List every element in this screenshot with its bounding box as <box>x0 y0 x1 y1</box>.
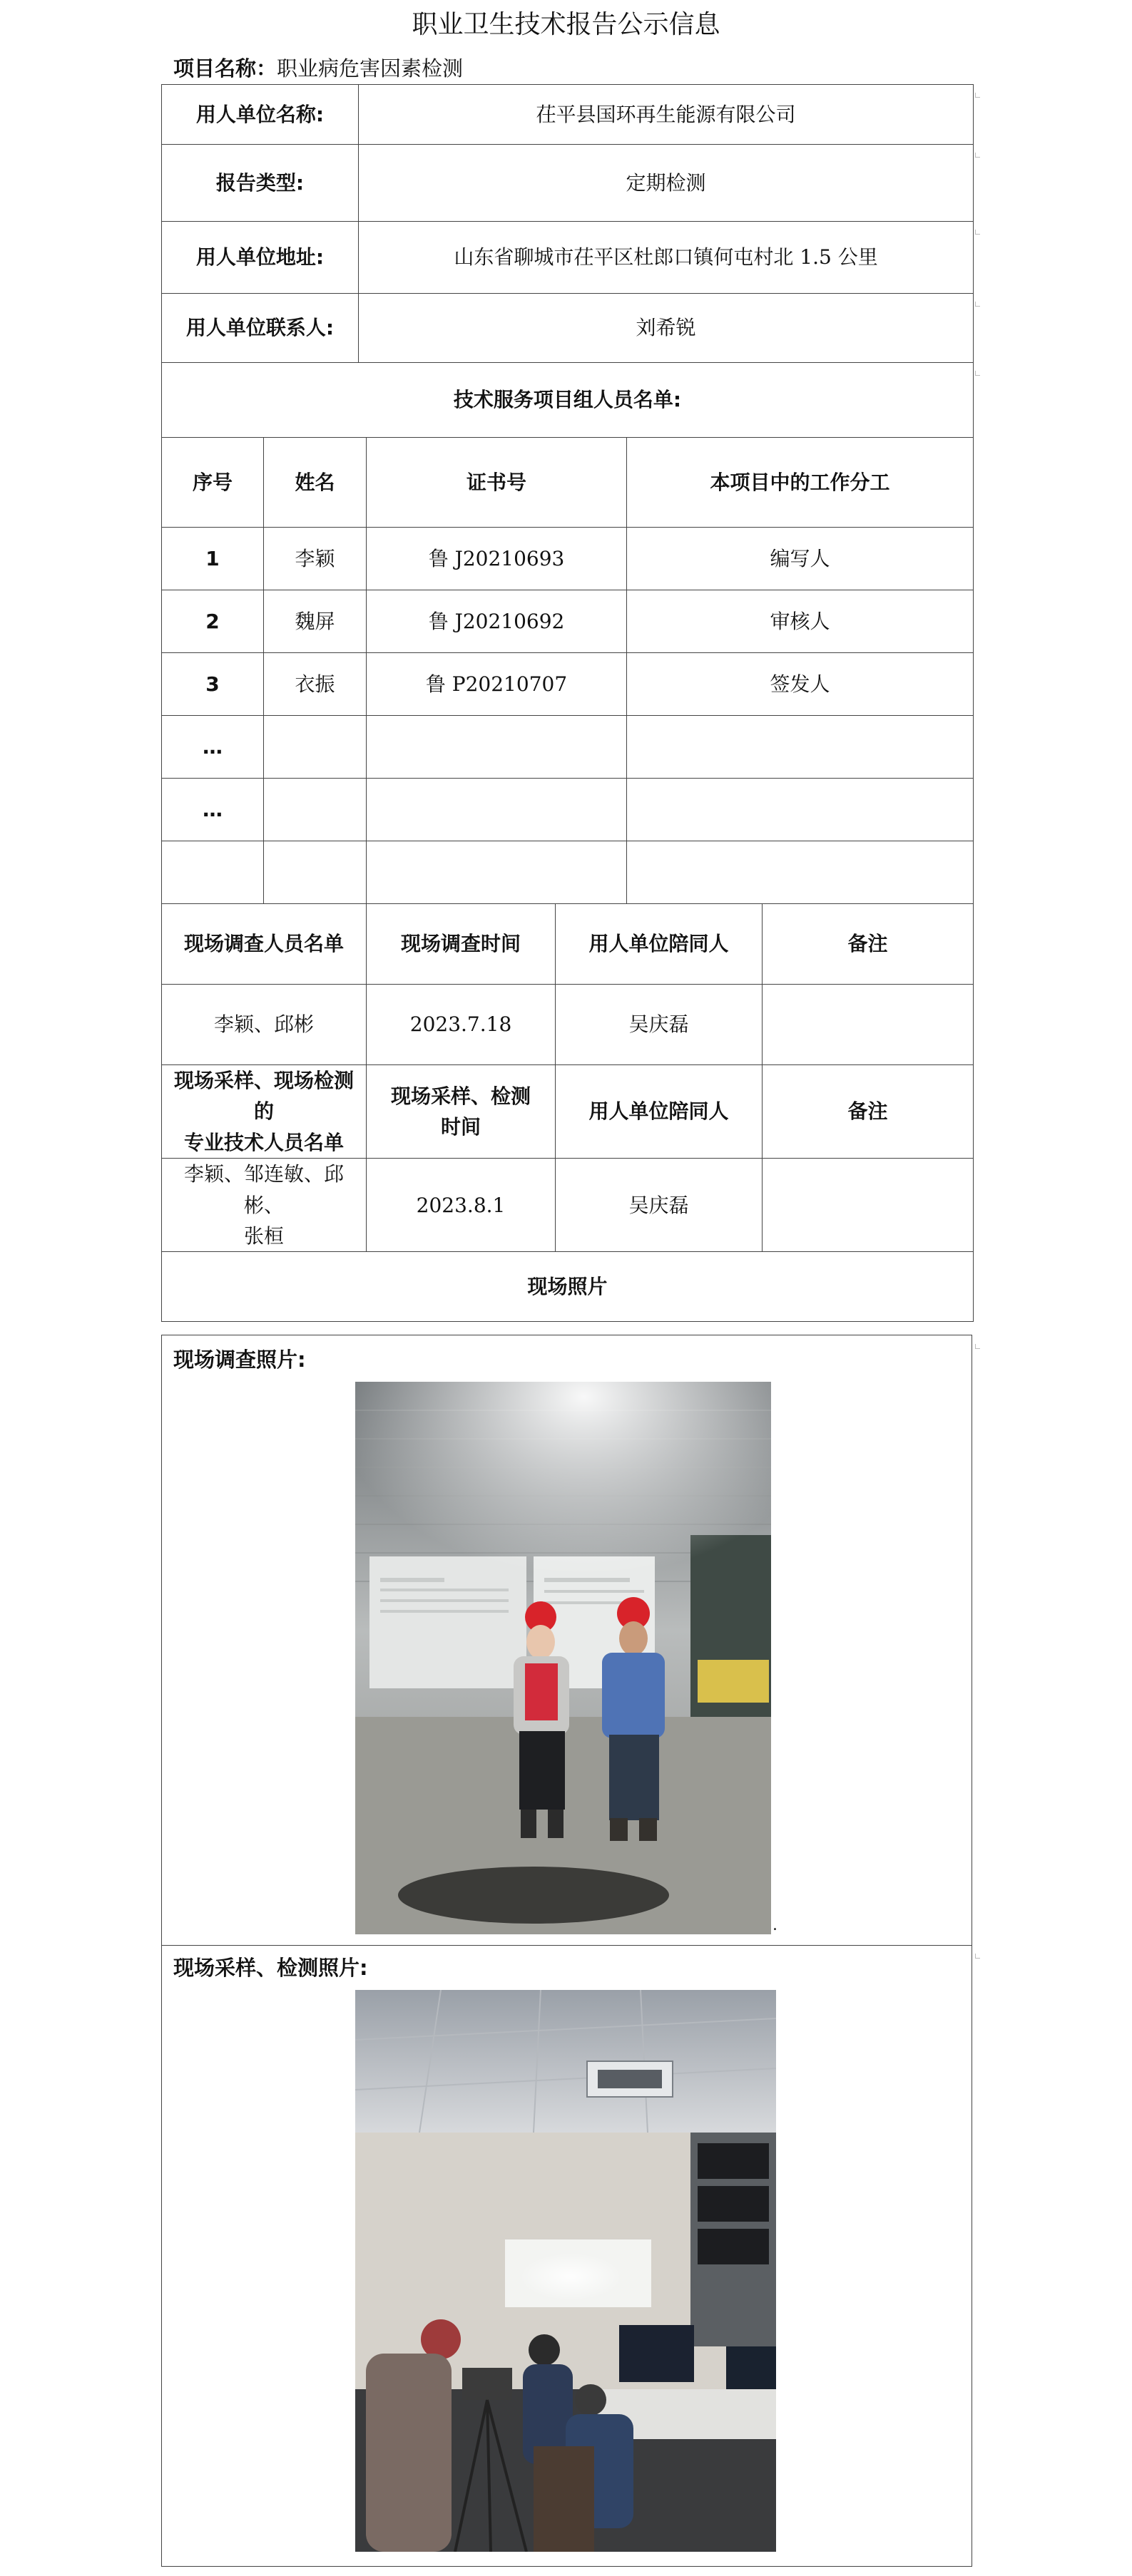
team-row <box>162 653 974 716</box>
team-row-cert: 鲁 J20210692 <box>367 590 627 653</box>
edge-mark <box>975 153 980 158</box>
employer-name-value: 茌平县国环再生能源有限公司 <box>359 85 974 145</box>
sampling-staff <box>162 1159 367 1252</box>
employer-name-row <box>162 85 974 145</box>
edge-mark <box>975 1954 980 1959</box>
team-row-name: 李颖 <box>264 528 367 590</box>
col-seq-header: 序号 <box>162 438 264 528</box>
survey-data-row <box>162 985 974 1065</box>
team-row-role: 编写人 <box>627 528 974 590</box>
team-row <box>162 716 974 779</box>
edge-mark <box>975 230 980 235</box>
team-row-name: 衣振 <box>264 653 367 716</box>
employer-address-row <box>162 222 974 294</box>
team-row-name <box>264 779 367 841</box>
team-row <box>162 590 974 653</box>
col-cert-header: 证书号 <box>367 438 627 528</box>
sampling-staff-header-line1: 现场采样、现场检测的 <box>174 1069 355 1124</box>
team-row-cert: 鲁 J20210693 <box>367 528 627 590</box>
team-row-role <box>627 779 974 841</box>
team-row-name <box>264 841 367 904</box>
team-row-cert <box>367 841 627 904</box>
contact-row <box>162 294 974 363</box>
sampling-header-row <box>162 1065 974 1159</box>
contact-label: 用人单位联系人: <box>162 294 359 363</box>
employer-address-value: 山东省聊城市茌平区杜郎口镇何屯村北 1.5 公里 <box>359 222 974 294</box>
team-row-name <box>264 716 367 779</box>
edge-mark <box>975 371 980 376</box>
team-row-cert <box>367 716 627 779</box>
sampling-photo <box>355 1990 776 2552</box>
edge-mark <box>975 1344 980 1349</box>
edge-mark <box>975 93 980 98</box>
sampling-note-header: 备注 <box>763 1065 974 1159</box>
document-title: 职业卫生技术报告公示信息 <box>412 10 720 39</box>
sampling-staff-line2: 张桓 <box>244 1223 285 1248</box>
sampling-time-header-line1: 现场采样、检测 <box>391 1084 531 1108</box>
team-heading: 技术服务项目组人员名单: <box>162 363 974 438</box>
team-row <box>162 841 974 904</box>
team-row-role: 审核人 <box>627 590 974 653</box>
team-row-seq: 3 <box>162 653 264 716</box>
team-row-role: 签发人 <box>627 653 974 716</box>
survey-escort-header: 用人单位陪同人 <box>556 904 763 985</box>
report-type-value: 定期检测 <box>359 145 974 222</box>
trailing-dot: . <box>772 1916 777 1934</box>
edge-mark <box>975 302 980 307</box>
sampling-escort-header: 用人单位陪同人 <box>556 1065 763 1159</box>
sampling-photo-image <box>355 1990 776 2552</box>
sampling-data-row <box>162 1159 974 1252</box>
team-row-role <box>627 716 974 779</box>
col-name-header: 姓名 <box>264 438 367 528</box>
photos-section-heading: 现场照片 <box>162 1252 974 1322</box>
team-row-seq: 1 <box>162 528 264 590</box>
team-heading-row <box>162 363 974 438</box>
team-row-role <box>627 841 974 904</box>
survey-photo-label: 现场调查照片: <box>173 1348 306 1372</box>
report-type-label: 报告类型: <box>162 145 359 222</box>
sampling-time: 2023.8.1 <box>367 1159 556 1252</box>
sampling-staff-line1: 李颖、邹连敏、邱彬、 <box>184 1162 345 1217</box>
col-role-header: 本项目中的工作分工 <box>627 438 974 528</box>
report-info-table <box>161 84 974 1322</box>
team-row-cert <box>367 779 627 841</box>
survey-photo-image <box>355 1382 771 1934</box>
photo-divider <box>161 1945 972 1946</box>
project-label: 项目名称： <box>173 56 277 81</box>
team-row-seq <box>162 841 264 904</box>
team-row-seq: … <box>162 716 264 779</box>
team-row <box>162 528 974 590</box>
employer-name-label: 用人单位名称: <box>162 85 359 145</box>
survey-time-header: 现场调查时间 <box>367 904 556 985</box>
team-row-seq: … <box>162 779 264 841</box>
project-line <box>173 53 463 82</box>
survey-staff: 李颖、邱彬 <box>162 985 367 1065</box>
sampling-note <box>763 1159 974 1252</box>
sampling-time-header <box>367 1065 556 1159</box>
survey-time: 2023.7.18 <box>367 985 556 1065</box>
sampling-escort: 吴庆磊 <box>556 1159 763 1252</box>
employer-address-label: 用人单位地址: <box>162 222 359 294</box>
survey-header-row <box>162 904 974 985</box>
sampling-photo-label: 现场采样、检测照片: <box>173 1956 368 1980</box>
project-value: 职业病危害因素检测 <box>277 56 464 81</box>
team-row-name: 魏屏 <box>264 590 367 653</box>
contact-value: 刘希锐 <box>359 294 974 363</box>
sampling-time-header-line2: 时间 <box>441 1115 481 1139</box>
survey-staff-header: 现场调查人员名单 <box>162 904 367 985</box>
team-row-cert: 鲁 P20210707 <box>367 653 627 716</box>
photos-heading-row <box>162 1252 974 1322</box>
team-row-seq: 2 <box>162 590 264 653</box>
team-header-row <box>162 438 974 528</box>
team-row <box>162 779 974 841</box>
survey-escort: 吴庆磊 <box>556 985 763 1065</box>
survey-photo <box>355 1382 771 1934</box>
sampling-staff-header <box>162 1065 367 1159</box>
report-type-row <box>162 145 974 222</box>
sampling-staff-header-line2: 专业技术人员名单 <box>184 1130 345 1154</box>
survey-note <box>763 985 974 1065</box>
survey-note-header: 备注 <box>763 904 974 985</box>
